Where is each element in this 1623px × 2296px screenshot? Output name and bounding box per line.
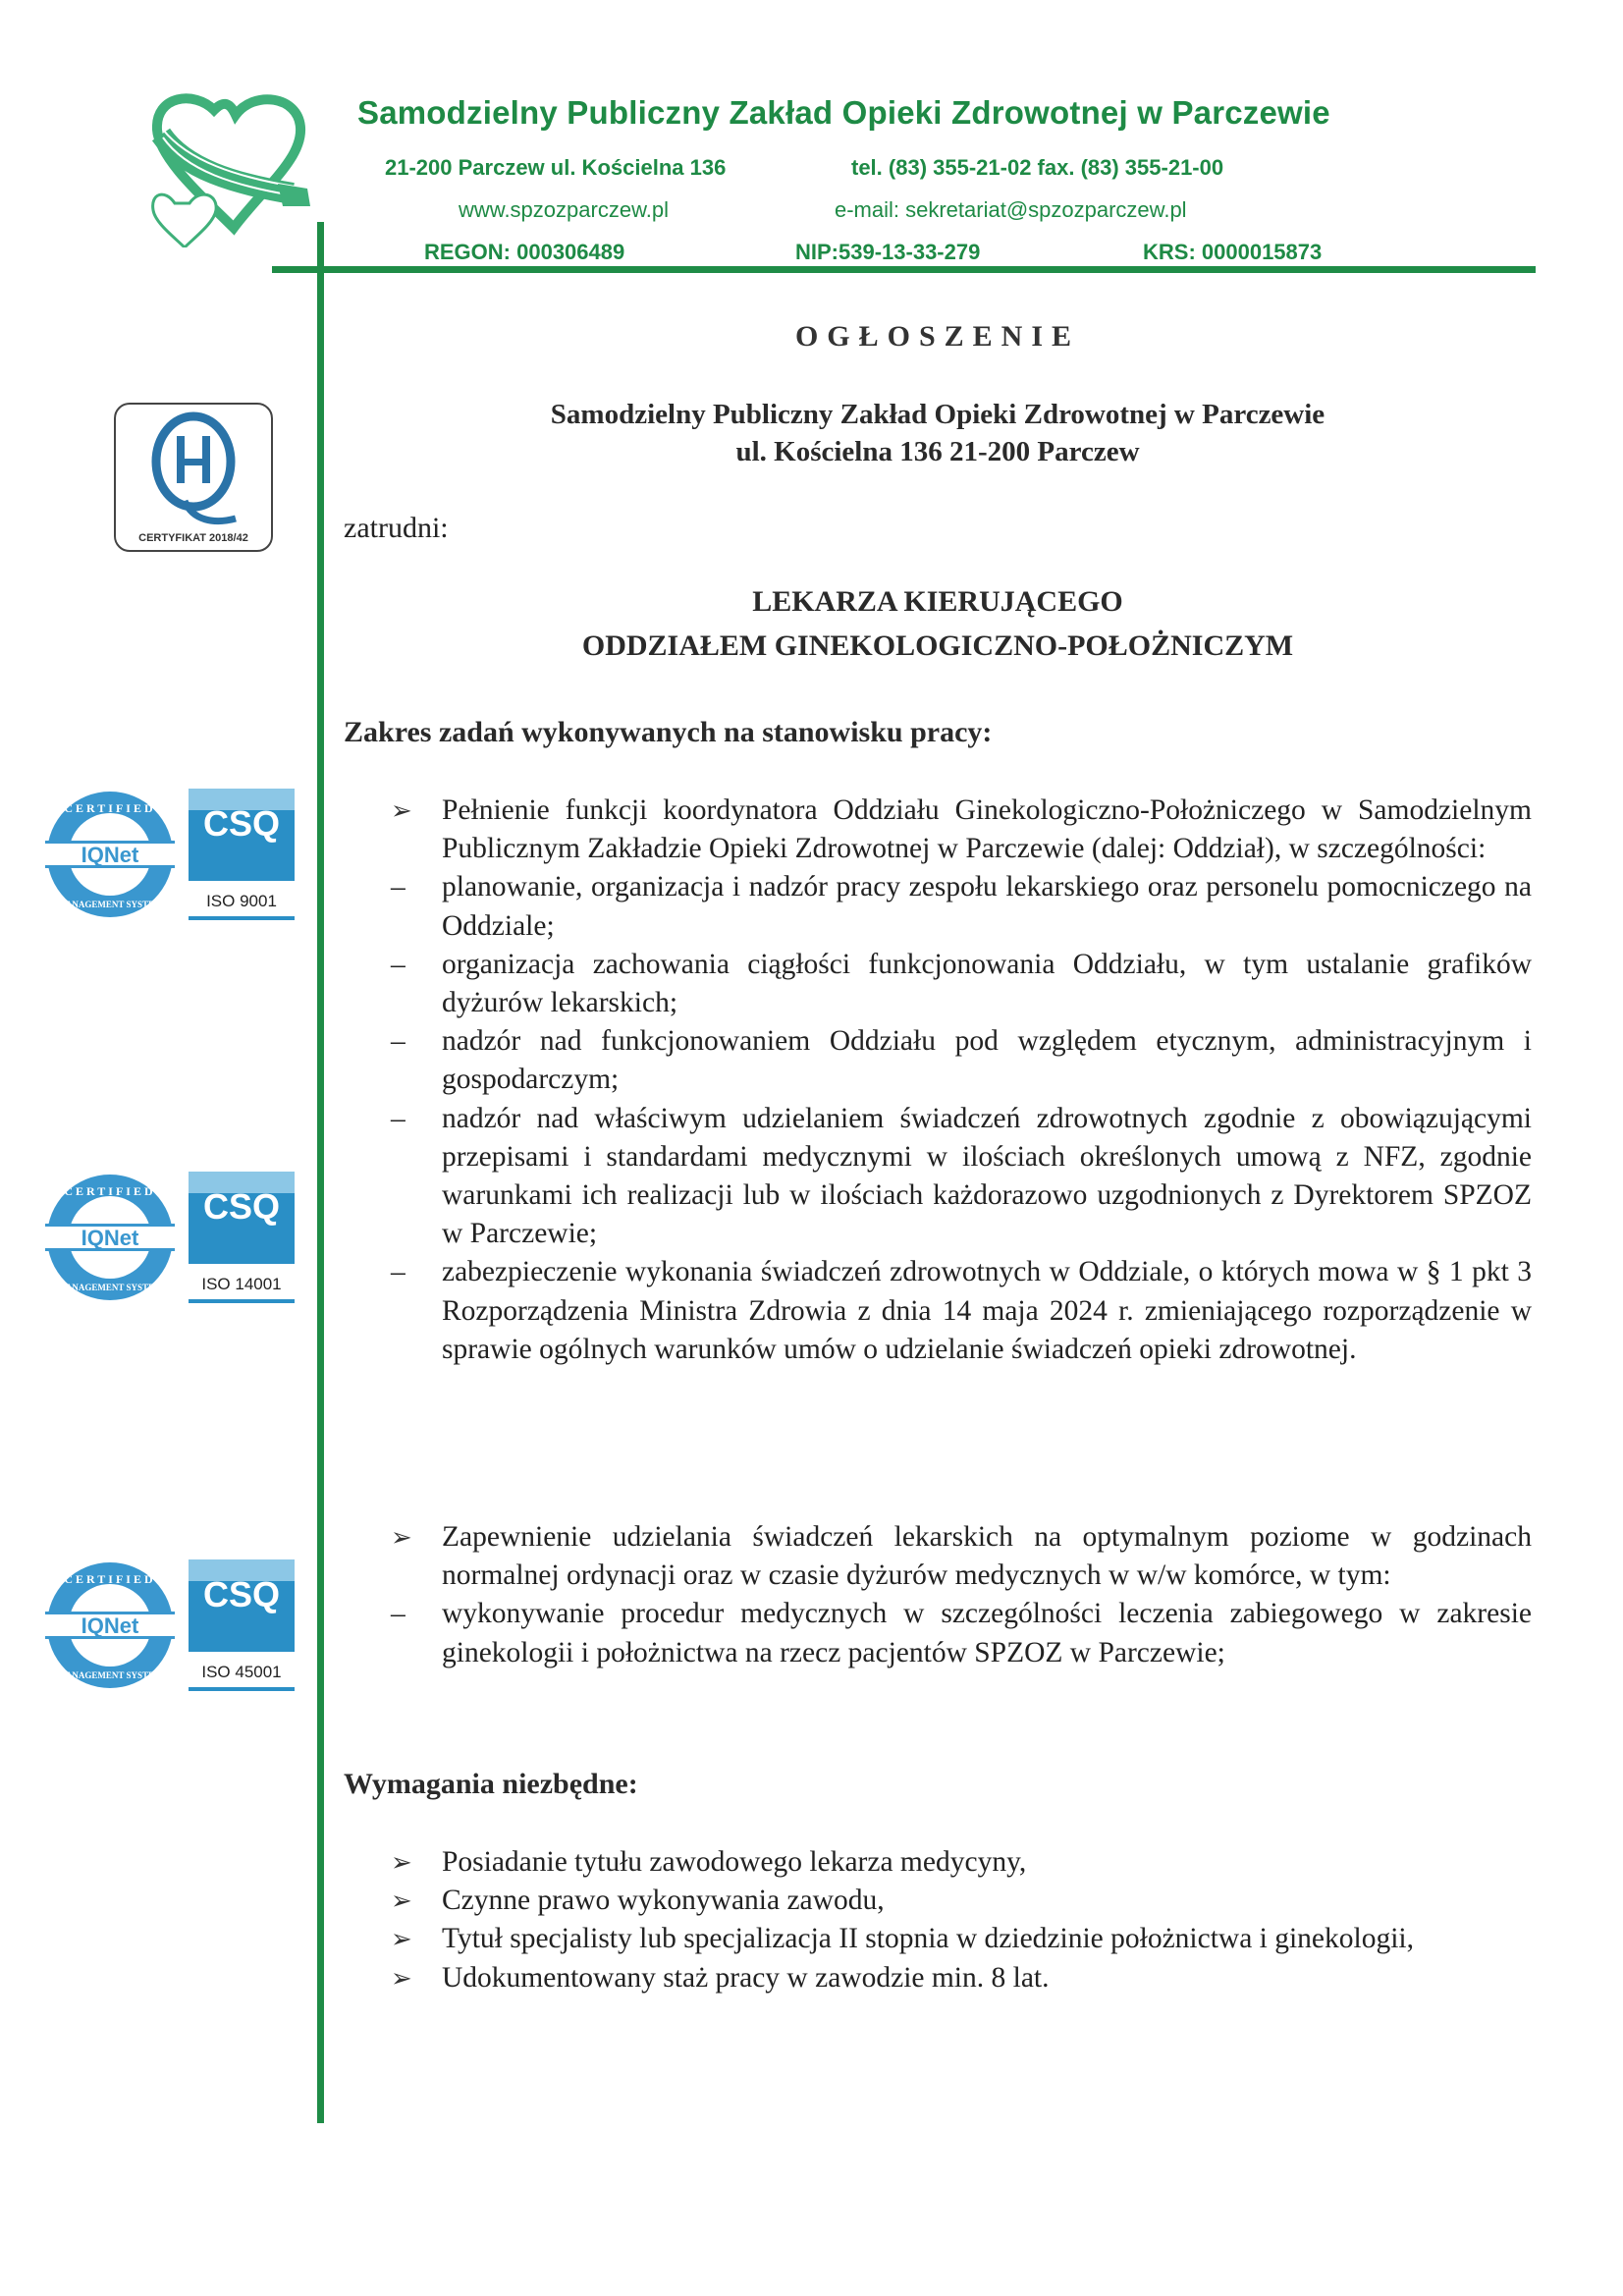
- dash-bullet-icon: –: [391, 948, 406, 980]
- header-divider-horizontal: [272, 266, 1536, 273]
- task-text: organizacja zachowania ciągłości funkcjonowania Oddziału, w tym ustalanie grafików dyżurów lekarskich;: [442, 948, 1532, 1019]
- header-email[interactable]: e-mail: sekretariat@spzozparczew.pl: [835, 197, 1187, 222]
- task-item: [391, 792, 1532, 868]
- arrow-bullet-icon: ➢: [391, 1523, 412, 1552]
- ha-certificate-badge: [114, 403, 273, 552]
- requirement-item: [391, 1959, 1569, 1997]
- tasks-heading: Zakres zadań wykonywanych na stanowisku pracy:: [344, 716, 993, 748]
- announcement-title: OGŁOSZENIE: [794, 320, 1081, 353]
- task-subitem: [391, 1022, 1532, 1099]
- iqnet-badge: [41, 786, 179, 928]
- margin-divider-vertical: [317, 222, 324, 2123]
- csq-iso-14001-badge: [189, 1172, 295, 1312]
- arrow-bullet-icon: ➢: [391, 1886, 412, 1916]
- requirement-text: Posiadanie tytułu zawodowego lekarza medycyny,: [442, 1846, 1027, 1878]
- iqnet-bottom-text: MANAGEMENT SYSTEM: [57, 900, 163, 909]
- arrow-bullet-icon: ➢: [391, 1848, 412, 1877]
- header-org-title: Samodzielny Publiczny Zakład Opieki Zdrowotnej w Parczewie: [357, 94, 1330, 131]
- header-address: 21-200 Parczew ul. Kościelna 136: [385, 155, 727, 180]
- requirement-text: Udokumentowany staż pracy w zawodzie min. 8 lat.: [442, 1961, 1050, 1994]
- header-nip: NIP:539-13-33-279: [795, 240, 981, 264]
- requirement-item: [391, 1882, 1569, 1920]
- iqnet-badge: [41, 1557, 179, 1699]
- position-title-line2: ODDZIAŁEM GINEKOLOGICZNO-POŁOŻNICZYM: [581, 629, 1294, 662]
- task-text: zabezpieczenie wykonania świadczeń zdrowotnych w Oddziale, o których mowa w § 1 pkt 3 Rozporządzenia Ministra Zdrowia z dnia 14 maja 2024 r. zmieniającego rozporządzenie w sprawie ogólnych warunków umów o udzielanie świadczeń opieki zdrowotnej.: [442, 1256, 1532, 1365]
- iqnet-bottom-text: MANAGEMENT SYSTEM: [57, 1283, 163, 1292]
- arrow-bullet-icon: ➢: [391, 1925, 412, 1954]
- csq-logo-text: CSQ: [202, 1574, 281, 1614]
- ha-q-logo-icon: [116, 405, 271, 527]
- iso-label: ISO 9001: [206, 892, 277, 910]
- requirement-text: Czynne prawo wykonywania zawodu,: [442, 1885, 885, 1917]
- task-text: wykonywanie procedur medycznych w szczególności leczenia zabiegowego w zakresie ginekologii i położnictwa na rzecz pacjentów SPZOZ w Parczewie;: [442, 1598, 1532, 1668]
- csq-logo-text: CSQ: [202, 803, 281, 844]
- iqnet-center-text: IQNet: [81, 843, 139, 867]
- position-title-line1: LEKARZA KIERUJĄCEGO: [752, 585, 1123, 618]
- requirements-list: [391, 1843, 1569, 1997]
- header-regon: REGON: 000306489: [424, 240, 625, 264]
- dash-bullet-icon: –: [391, 1598, 406, 1630]
- org-address: ul. Kościelna 136 21-200 Parczew: [735, 436, 1140, 467]
- requirement-text: Tytuł specjalisty lub specjalizacja II stopnia w dziedzinie położnictwa i ginekologii,: [442, 1923, 1414, 1955]
- task-text: nadzór nad właściwym udzielaniem świadczeń zdrowotnych zgodnie z obowiązującymi przepisami i standardami medycznymi w ilościach określonych umową z NFZ, zgodnie warunkami ich realizacji lub w ilościach każdorazowo uzgodnionych z Dyrektorem SPZOZ w Parczewie;: [442, 1102, 1532, 1250]
- ha-certificate-label: CERTYFIKAT 2018/42: [138, 532, 248, 544]
- requirement-item: [391, 1843, 1569, 1882]
- iso-label: ISO 14001: [201, 1275, 282, 1293]
- task-subitem: [391, 1100, 1532, 1254]
- csq-logo-text: CSQ: [202, 1186, 281, 1227]
- tasks-list: [391, 792, 1532, 1369]
- iqnet-badge: [41, 1169, 179, 1311]
- dash-bullet-icon: –: [391, 1256, 406, 1288]
- task-subitem: [391, 1253, 1532, 1369]
- header-krs: KRS: 0000015873: [1143, 240, 1323, 264]
- iso-label: ISO 45001: [201, 1663, 282, 1681]
- requirement-item: [391, 1920, 1569, 1958]
- dash-bullet-icon: –: [391, 871, 406, 903]
- iqnet-center-text: IQNet: [81, 1226, 139, 1250]
- arrow-bullet-icon: ➢: [391, 1963, 412, 1993]
- requirements-heading: Wymagania niezbędne:: [344, 1768, 638, 1800]
- hearts-logo-icon: [145, 90, 317, 247]
- csq-iso-9001-badge: [189, 789, 295, 929]
- task-text: Zapewnienie udzielania świadczeń lekarskich na optymalnym poziome w godzinach normalnej ordynacji oraz w czasie dyżurów medycznych w w/w komórce, w tym:: [442, 1521, 1532, 1592]
- header-website[interactable]: www.spzozparczew.pl: [459, 197, 669, 222]
- iqnet-center-text: IQNet: [81, 1613, 139, 1638]
- iqnet-top-text: CERTIFIED: [64, 1572, 156, 1586]
- task-text: nadzór nad funkcjonowaniem Oddziału pod względem etycznym, administracyjnym i gospodarczym;: [442, 1025, 1532, 1096]
- header-phone-fax: tel. (83) 355-21-02 fax. (83) 355-21-00: [851, 155, 1224, 180]
- org-name: Samodzielny Publiczny Zakład Opieki Zdrowotnej w Parczewie: [550, 399, 1325, 430]
- csq-iso-45001-badge: [189, 1559, 295, 1700]
- arrow-bullet-icon: ➢: [391, 796, 412, 825]
- task-text: planowanie, organizacja i nadzór pracy zespołu lekarskiego oraz personelu pomocniczego na Oddziale;: [442, 871, 1532, 942]
- task-subitem: [391, 946, 1532, 1022]
- task-subitem: [391, 1595, 1532, 1671]
- dash-bullet-icon: –: [391, 1102, 406, 1134]
- hires-label: zatrudni:: [344, 512, 449, 544]
- tasks-list-2: [391, 1518, 1532, 1672]
- iqnet-bottom-text: MANAGEMENT SYSTEM: [57, 1670, 163, 1680]
- task-subitem: [391, 868, 1532, 945]
- task-text: Pełnienie funkcji koordynatora Oddziału Ginekologiczno-Położniczego w Samodzielnym Publicznym Zakładzie Opieki Zdrowotnej w Parczewie (dalej: Oddział), w szczególności:: [442, 794, 1532, 865]
- task-item: [391, 1518, 1532, 1595]
- iqnet-top-text: CERTIFIED: [64, 801, 156, 815]
- iqnet-top-text: CERTIFIED: [64, 1184, 156, 1198]
- dash-bullet-icon: –: [391, 1025, 406, 1058]
